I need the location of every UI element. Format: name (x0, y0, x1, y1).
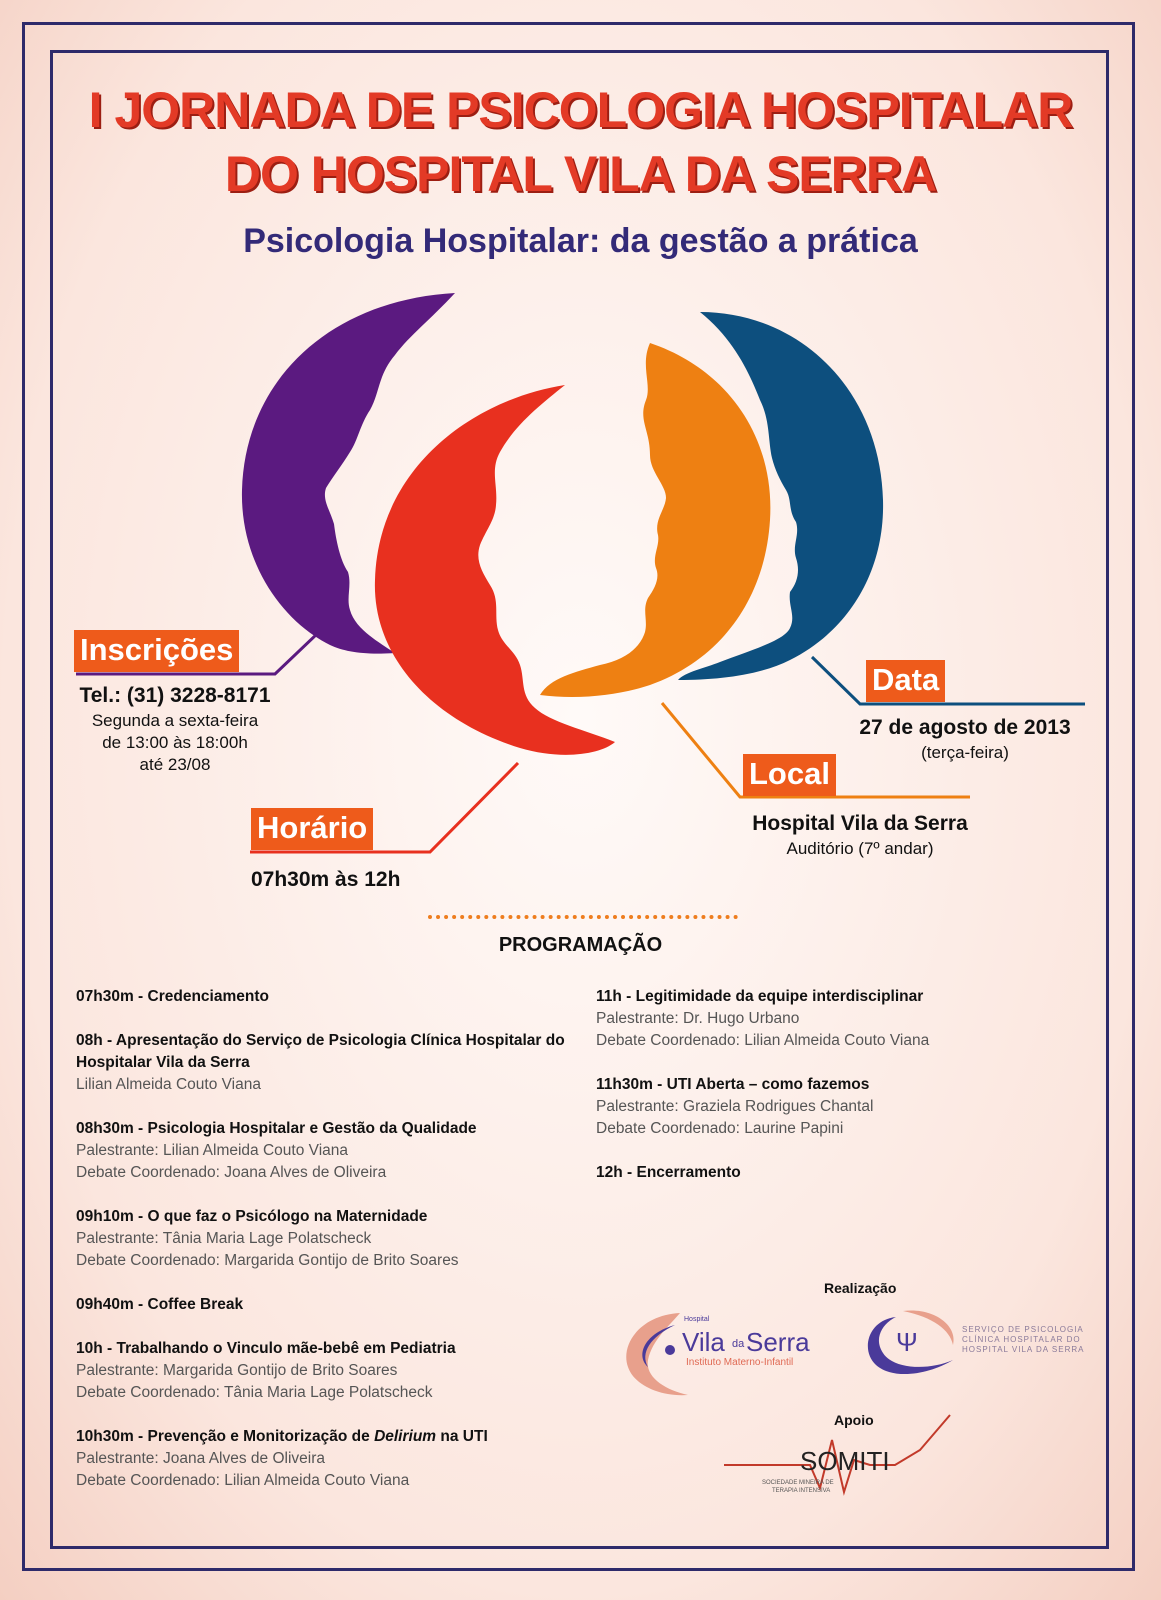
program-item-title: 08h30m - Psicologia Hospitalar e Gestão da Qualidade (76, 1120, 477, 1137)
program-item (76, 1294, 568, 1316)
somiti-line1: SOCIEDADE MINEIRA DE (762, 1480, 834, 1486)
vila-logo-vila: Vila (682, 1327, 725, 1357)
vila-logo-da: da (732, 1338, 745, 1350)
program-item-detail: Debate Coordenado: Joana Alves de Oliveira (76, 1164, 387, 1181)
inscricoes-deadline: até 23/08 (139, 755, 211, 774)
program-item-title: 09h40m - Coffee Break (76, 1296, 244, 1313)
program-item-detail: Debate Coordenado: Tânia Maria Lage Polatscheck (76, 1384, 433, 1401)
title-line-2: DO HOSPITAL VILA DA SERRA (224, 146, 937, 202)
local-place: Hospital Vila da Serra (752, 812, 968, 835)
vila-logo-small: Hospital (684, 1316, 710, 1323)
data-info (850, 714, 1080, 764)
data-label: Data (866, 660, 945, 702)
program-item-detail: Palestrante: Graziela Rodrigues Chantal (596, 1098, 874, 1115)
title-line-1: I JORNADA DE PSICOLOGIA HOSPITALAR (88, 82, 1073, 138)
program-left-column (76, 986, 568, 1514)
inscricoes-phone: Tel.: (31) 3228-8171 (79, 684, 271, 707)
program-item (76, 1426, 568, 1492)
psi-symbol: Ψ (896, 1327, 918, 1357)
psico-logo-line1: SERVIÇO DE PSICOLOGIA (962, 1325, 1084, 1334)
horario-time: 07h30m às 12h (251, 868, 401, 891)
apoio-label: Apoio (834, 1412, 874, 1428)
local-label: Local (743, 754, 836, 796)
program-item-title: 11h30m - UTI Aberta – como fazemos (596, 1076, 870, 1093)
somiti-logo (720, 1410, 960, 1505)
program-item (596, 1074, 1066, 1140)
horario-info (251, 866, 421, 894)
psico-logo-line2: CLÍNICA HOSPITALAR DO (962, 1335, 1081, 1344)
vila-logo-tagline: Instituto Materno-Infantil (686, 1357, 794, 1368)
program-item-title: 12h - Encerramento (596, 1164, 741, 1181)
event-date: 27 de agosto de 2013 (859, 716, 1071, 739)
program-item (76, 1206, 568, 1272)
program-item (76, 986, 568, 1008)
local-info (735, 810, 985, 860)
program-item-detail: Palestrante: Margarida Gontijo de Brito Soares (76, 1362, 398, 1379)
program-right-column (596, 986, 1066, 1206)
programacao-title: PROGRAMAÇÃO (498, 934, 663, 956)
vila-logo-serra: Serra (746, 1327, 810, 1357)
program-item-title: 10h - Trabalhando o Vinculo mãe-bebê em Pediatria (76, 1340, 456, 1357)
program-item (76, 1030, 568, 1096)
realizacao-label: Realização (824, 1280, 897, 1296)
event-weekday: (terça-feira) (921, 743, 1009, 762)
program-item-title: 10h30m - Prevenção e Monitorização de Delirium na UTI (76, 1428, 488, 1445)
program-item-detail: Palestrante: Dr. Hugo Urbano (596, 1010, 800, 1027)
program-item-title: 07h30m - Credenciamento (76, 988, 269, 1005)
program-item (596, 986, 1066, 1052)
somiti-name: SOMITI (800, 1446, 890, 1476)
vila-da-serra-logo (620, 1305, 820, 1405)
program-item-detail: Palestrante: Joana Alves de Oliveira (76, 1450, 325, 1467)
program-item-detail: Debate Coordenado: Laurine Papini (596, 1120, 844, 1137)
program-item-detail: Debate Coordenado: Lilian Almeida Couto Viana (596, 1032, 930, 1049)
program-item-title: 09h10m - O que faz o Psicólogo na Maternidade (76, 1208, 428, 1225)
inscricoes-days: Segunda a sexta-feira (91, 711, 259, 730)
data-connector (812, 657, 1085, 704)
somiti-line2: TERAPIA INTENSIVA (772, 1488, 831, 1494)
inscricoes-info (60, 682, 290, 776)
horario-label: Horário (251, 808, 373, 850)
program-item (596, 1162, 1066, 1184)
inscricoes-label: Inscrições (74, 630, 239, 672)
local-room: Auditório (7º andar) (786, 839, 934, 858)
program-item-title: 08h - Apresentação do Serviço de Psicologia Clínica Hospitalar do Hospitalar Vila da Serra (76, 1032, 565, 1071)
red-face-shape (375, 385, 615, 755)
orange-face-shape (540, 343, 770, 697)
program-item-detail: Lilian Almeida Couto Viana (76, 1076, 261, 1093)
inscricoes-hours: de 13:00 às 18:00h (102, 733, 248, 752)
program-item-detail: Debate Coordenado: Margarida Gontijo de Brito Soares (76, 1252, 459, 1269)
program-item-detail: Palestrante: Lilian Almeida Couto Viana (76, 1142, 348, 1159)
program-item-detail: Palestrante: Tânia Maria Lage Polatscheck (76, 1230, 372, 1247)
servico-psicologia-logo (858, 1305, 1098, 1385)
program-item-title: 11h - Legitimidade da equipe interdisciplinar (596, 988, 924, 1005)
program-item-detail: Debate Coordenado: Lilian Almeida Couto Viana (76, 1472, 410, 1489)
subtitle: Psicologia Hospitalar: da gestão a prática (243, 222, 918, 260)
program-item (76, 1338, 568, 1404)
dotted-divider (428, 915, 738, 919)
psico-logo-line3: HOSPITAL VILA DA SERRA (962, 1345, 1085, 1354)
program-item (76, 1118, 568, 1184)
